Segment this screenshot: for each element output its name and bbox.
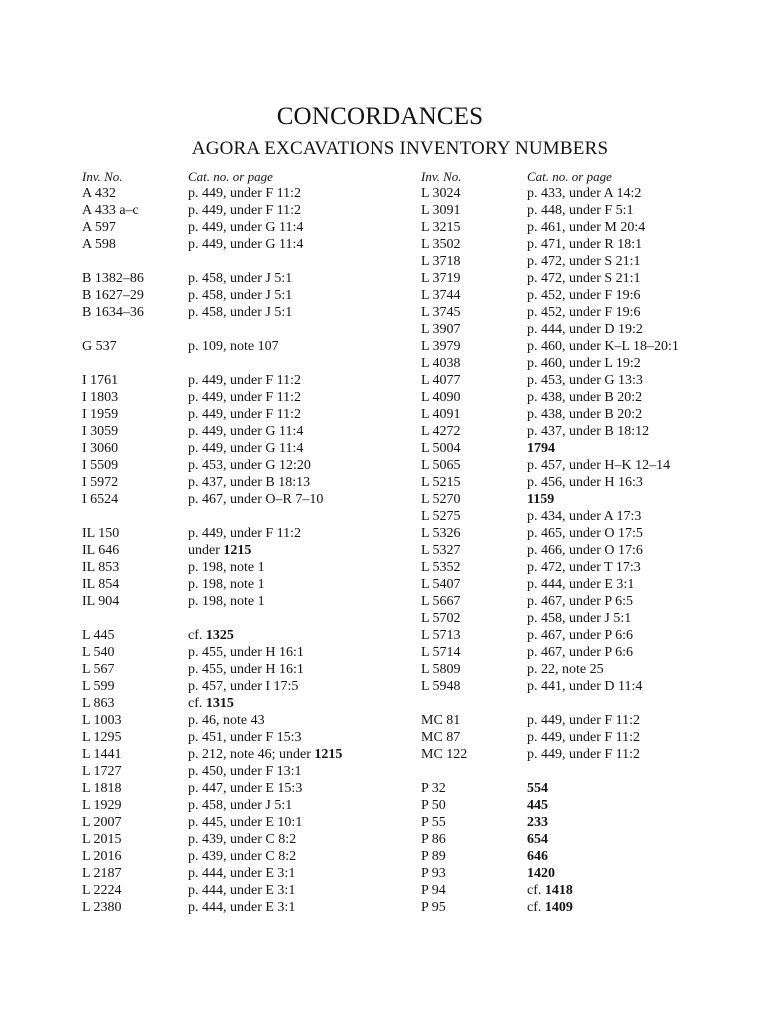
catalogue-reference (188, 542, 251, 559)
reference-text: p. 471, under R 18:1 (527, 237, 643, 252)
reference-text: p. 467, under P 6:6 (527, 628, 634, 643)
reference-text: p. 439, under C 8:2 (188, 832, 297, 847)
catalogue-reference (527, 236, 642, 253)
catalogue-reference (188, 389, 301, 406)
catalogue-reference (188, 593, 265, 610)
inventory-number: I 1761 (82, 373, 119, 388)
reference-text: p. 452, under F 19:6 (527, 305, 641, 320)
inventory-number: L 2007 (82, 815, 122, 830)
catalogue-reference (188, 661, 304, 678)
catalogue-reference (527, 253, 641, 270)
inventory-number: A 432 (82, 186, 116, 201)
catalogue-reference (527, 270, 641, 287)
inventory-number: IL 904 (82, 594, 120, 609)
cat-no-header: Cat. no. or page (527, 169, 612, 184)
catalogue-reference (527, 814, 548, 831)
inventory-number: P 32 (421, 781, 446, 796)
reference-text: p. 449, under G 11:4 (188, 441, 304, 456)
catalogue-number: 1215 (223, 543, 252, 558)
catalogue-number: 233 (527, 815, 548, 830)
catalogue-reference (188, 712, 265, 729)
reference-text: p. 449, under F 11:2 (188, 407, 302, 422)
inventory-number: L 5667 (421, 594, 461, 609)
reference-text: p. 461, under M 20:4 (527, 220, 646, 235)
reference-text: cf. (527, 900, 545, 915)
catalogue-number: 1794 (527, 441, 555, 456)
catalogue-reference (527, 831, 548, 848)
reference-text: p. 445, under E 10:1 (188, 815, 303, 830)
catalogue-reference (188, 780, 302, 797)
inventory-number: L 3979 (421, 339, 461, 354)
inventory-number: L 445 (82, 628, 115, 643)
inventory-number: L 3907 (421, 322, 461, 337)
catalogue-reference (188, 729, 302, 746)
catalogue-reference (527, 202, 634, 219)
reference-text: p. 472, under T 17:3 (527, 560, 641, 575)
inventory-number: G 537 (82, 339, 117, 354)
catalogue-reference (188, 372, 301, 389)
inventory-number: L 1295 (82, 730, 122, 745)
catalogue-reference (527, 644, 633, 661)
catalogue-reference (188, 559, 265, 576)
inventory-number: L 5352 (421, 560, 461, 575)
catalogue-reference (527, 185, 641, 202)
inventory-number: I 6524 (82, 492, 119, 507)
catalogue-reference (188, 899, 295, 916)
catalogue-reference (527, 542, 643, 559)
catalogue-reference (527, 525, 643, 542)
reference-text: p. 466, under O 17:6 (527, 543, 643, 558)
inventory-number: L 5275 (421, 509, 461, 524)
section-subtitle: AGORA EXCAVATIONS INVENTORY NUMBERS (191, 138, 609, 159)
inventory-number: L 5713 (421, 628, 461, 643)
reference-text: cf. (188, 696, 206, 711)
reference-text: p. 449, under F 11:2 (188, 373, 302, 388)
inv-no-header: Inv. No. (82, 169, 123, 184)
reference-text: under (188, 543, 224, 558)
catalogue-reference (527, 423, 649, 440)
inventory-number: L 863 (82, 696, 115, 711)
inventory-number: L 1003 (82, 713, 122, 728)
catalogue-reference (188, 831, 296, 848)
catalogue-reference (527, 678, 642, 695)
reference-text: p. 448, under F 5:1 (527, 203, 634, 218)
reference-text: p. 212, note 46; under (188, 747, 315, 762)
reference-text: p. 455, under H 16:1 (188, 662, 304, 677)
reference-text: p. 449, under F 11:2 (188, 526, 302, 541)
inventory-number: IL 150 (82, 526, 120, 541)
catalogue-reference (188, 882, 295, 899)
catalogue-reference (188, 797, 292, 814)
catalogue-reference (188, 491, 323, 508)
inv-no-header: Inv. No. (421, 169, 462, 184)
reference-text: p. 444, under E 3:1 (188, 883, 296, 898)
catalogue-reference (188, 185, 301, 202)
reference-text: p. 457, under H–K 12–14 (527, 458, 671, 473)
inventory-number: L 3718 (421, 254, 461, 269)
reference-text: p. 458, under J 5:1 (188, 305, 293, 320)
inventory-number: MC 81 (421, 713, 461, 728)
inventory-number: L 3745 (421, 305, 461, 320)
catalogue-reference (188, 287, 292, 304)
reference-text: p. 109, note 107 (188, 339, 279, 354)
catalogue-reference (188, 848, 296, 865)
inventory-number: P 50 (421, 798, 446, 813)
reference-text: p. 452, under F 19:6 (527, 288, 641, 303)
inventory-number: I 1959 (82, 407, 119, 422)
reference-text: p. 467, under P 6:5 (527, 594, 634, 609)
catalogue-reference (188, 270, 292, 287)
catalogue-reference (188, 236, 303, 253)
reference-text: p. 444, under E 3:1 (188, 900, 296, 915)
catalogue-reference (188, 457, 311, 474)
catalogue-reference (527, 729, 640, 746)
inventory-number: L 5004 (421, 441, 461, 456)
catalogue-reference (188, 627, 234, 644)
inventory-number: L 3744 (421, 288, 461, 303)
catalogue-reference (188, 304, 292, 321)
catalogue-number: 554 (527, 781, 548, 796)
catalogue-reference (527, 780, 548, 797)
inventory-number: A 597 (82, 220, 116, 235)
catalogue-number: 1315 (205, 696, 234, 711)
catalogue-reference (188, 865, 295, 882)
reference-text: p. 198, note 1 (188, 577, 265, 592)
reference-text: p. 449, under F 11:2 (527, 747, 641, 762)
reference-text: p. 449, under F 11:2 (188, 203, 302, 218)
inventory-number: L 3502 (421, 237, 461, 252)
catalogue-reference (527, 661, 604, 678)
inventory-number: IL 646 (82, 543, 120, 558)
inventory-number: L 2380 (82, 900, 122, 915)
reference-text: p. 449, under F 11:2 (527, 730, 641, 745)
reference-text: p. 198, note 1 (188, 594, 265, 609)
catalogue-reference (527, 882, 573, 899)
inventory-number: IL 854 (82, 577, 120, 592)
reference-text: p. 458, under J 5:1 (188, 288, 293, 303)
inventory-number: P 86 (421, 832, 446, 847)
inventory-number: L 5702 (421, 611, 461, 626)
inventory-number: IL 853 (82, 560, 120, 575)
reference-text: p. 449, under F 11:2 (188, 186, 302, 201)
inventory-number: L 1727 (82, 764, 122, 779)
inventory-number: I 5972 (82, 475, 119, 490)
catalogue-reference (188, 406, 301, 423)
catalogue-reference (188, 423, 303, 440)
catalogue-reference (188, 219, 303, 236)
inventory-number: L 4091 (421, 407, 461, 422)
catalogue-reference (188, 474, 310, 491)
reference-text: cf. (188, 628, 206, 643)
page-title: CONCORDANCES (276, 103, 484, 130)
inventory-number: MC 122 (421, 747, 468, 762)
catalogue-reference (188, 338, 279, 355)
inventory-number: I 1803 (82, 390, 119, 405)
catalogue-number: 646 (527, 849, 548, 864)
reference-text: p. 467, under O–R 7–10 (188, 492, 324, 507)
inventory-number: L 3719 (421, 271, 461, 286)
catalogue-reference (527, 219, 645, 236)
catalogue-reference (527, 491, 554, 508)
reference-text: p. 22, note 25 (527, 662, 604, 677)
catalogue-reference (527, 474, 643, 491)
reference-text: p. 46, note 43 (188, 713, 265, 728)
catalogue-number: 1215 (314, 747, 343, 762)
catalogue-number: 445 (527, 798, 548, 813)
reference-text: p. 437, under B 18:13 (188, 475, 311, 490)
inventory-number: L 4038 (421, 356, 461, 371)
reference-text: p. 472, under S 21:1 (527, 271, 641, 286)
inventory-number: P 93 (421, 866, 446, 881)
inventory-number: L 5809 (421, 662, 461, 677)
catalogue-reference (527, 406, 642, 423)
reference-text: p. 438, under B 20:2 (527, 407, 643, 422)
reference-text: p. 453, under G 12:20 (188, 458, 311, 473)
reference-text: p. 433, under A 14:2 (527, 186, 642, 201)
catalogue-reference (527, 746, 640, 763)
inventory-number: L 2016 (82, 849, 122, 864)
inventory-number: I 3060 (82, 441, 119, 456)
reference-text: p. 456, under H 16:3 (527, 475, 643, 490)
catalogue-reference (527, 899, 573, 916)
catalogue-reference (527, 593, 633, 610)
catalogue-reference (527, 304, 641, 321)
catalogue-reference (188, 678, 298, 695)
reference-text: p. 449, under G 11:4 (188, 424, 304, 439)
reference-text: p. 451, under F 15:3 (188, 730, 302, 745)
reference-text: p. 465, under O 17:5 (527, 526, 643, 541)
inventory-number: L 5407 (421, 577, 461, 592)
catalogue-number: 654 (527, 832, 548, 847)
catalogue-reference (188, 440, 303, 457)
catalogue-reference (527, 338, 679, 355)
catalogue-reference (527, 457, 670, 474)
inventory-number: P 55 (421, 815, 446, 830)
catalogue-reference (188, 763, 302, 780)
reference-text: p. 449, under F 11:2 (527, 713, 641, 728)
reference-text: p. 460, under L 19:2 (527, 356, 641, 371)
catalogue-reference (188, 695, 234, 712)
inventory-number: B 1634–36 (82, 305, 144, 320)
inventory-number: B 1382–86 (82, 271, 144, 286)
inventory-number: A 433 a–c (82, 203, 139, 218)
catalogue-reference (527, 797, 548, 814)
inventory-number: L 2224 (82, 883, 122, 898)
reference-text: p. 439, under C 8:2 (188, 849, 297, 864)
inventory-number: L 4077 (421, 373, 461, 388)
inventory-number: L 3091 (421, 203, 461, 218)
catalogue-reference (527, 848, 548, 865)
inventory-number: L 5326 (421, 526, 461, 541)
inventory-number: L 540 (82, 645, 115, 660)
inventory-number: L 2015 (82, 832, 122, 847)
inventory-number: L 5270 (421, 492, 461, 507)
catalogue-reference (527, 610, 631, 627)
catalogue-reference (527, 508, 641, 525)
catalogue-number: 1418 (544, 883, 573, 898)
reference-text: p. 449, under G 11:4 (188, 237, 304, 252)
inventory-number: L 2187 (82, 866, 122, 881)
catalogue-number: 1420 (527, 866, 555, 881)
catalogue-reference (527, 576, 634, 593)
reference-text: p. 472, under S 21:1 (527, 254, 641, 269)
catalogue-reference (188, 644, 304, 661)
inventory-number: L 5714 (421, 645, 461, 660)
reference-text: p. 198, note 1 (188, 560, 265, 575)
inventory-number: L 5065 (421, 458, 461, 473)
reference-text: p. 450, under F 13:1 (188, 764, 302, 779)
catalogue-reference (527, 287, 641, 304)
catalogue-reference (527, 865, 555, 882)
inventory-number: I 5509 (82, 458, 119, 473)
inventory-number: P 94 (421, 883, 446, 898)
reference-text: p. 434, under A 17:3 (527, 509, 642, 524)
inventory-number: P 89 (421, 849, 446, 864)
reference-text: p. 458, under J 5:1 (188, 271, 293, 286)
catalogue-reference (527, 559, 641, 576)
inventory-number: L 5215 (421, 475, 461, 490)
inventory-number: L 1818 (82, 781, 122, 796)
inventory-number: L 3215 (421, 220, 461, 235)
reference-text: cf. (527, 883, 545, 898)
inventory-number: I 3059 (82, 424, 119, 439)
reference-text: p. 449, under F 11:2 (188, 390, 302, 405)
catalogue-reference (527, 712, 640, 729)
inventory-number: L 4272 (421, 424, 461, 439)
catalogue-reference (188, 746, 342, 763)
reference-text: p. 467, under P 6:6 (527, 645, 634, 660)
reference-text: p. 438, under B 20:2 (527, 390, 643, 405)
inventory-number: L 3024 (421, 186, 461, 201)
reference-text: p. 458, under J 5:1 (188, 798, 293, 813)
inventory-number: L 567 (82, 662, 115, 677)
inventory-number: L 5327 (421, 543, 461, 558)
reference-text: p. 449, under G 11:4 (188, 220, 304, 235)
reference-text: p. 441, under D 11:4 (527, 679, 643, 694)
reference-text: p. 437, under B 18:12 (527, 424, 650, 439)
reference-text: p. 444, under E 3:1 (527, 577, 635, 592)
inventory-number: L 599 (82, 679, 115, 694)
catalogue-number: 1159 (527, 492, 555, 507)
inventory-number: L 4090 (421, 390, 461, 405)
inventory-number: L 1929 (82, 798, 122, 813)
inventory-number: P 95 (421, 900, 446, 915)
reference-text: p. 444, under E 3:1 (188, 866, 296, 881)
catalogue-reference (527, 627, 633, 644)
reference-text: p. 457, under I 17:5 (188, 679, 299, 694)
reference-text: p. 458, under J 5:1 (527, 611, 632, 626)
inventory-number: B 1627–29 (82, 288, 144, 303)
catalogue-reference (527, 389, 642, 406)
catalogue-reference (527, 355, 641, 372)
reference-text: p. 444, under D 19:2 (527, 322, 643, 337)
catalogue-reference (527, 372, 643, 389)
catalogue-reference (188, 576, 265, 593)
catalogue-number: 1325 (205, 628, 234, 643)
inventory-number: L 5948 (421, 679, 461, 694)
reference-text: p. 453, under G 13:3 (527, 373, 643, 388)
inventory-number: A 598 (82, 237, 116, 252)
inventory-number: L 1441 (82, 747, 122, 762)
reference-text: p. 455, under H 16:1 (188, 645, 304, 660)
catalogue-number: 1409 (544, 900, 573, 915)
catalogue-reference (527, 321, 643, 338)
catalogue-reference (188, 202, 301, 219)
reference-text: p. 447, under E 15:3 (188, 781, 303, 796)
catalogue-reference (188, 525, 301, 542)
reference-text: p. 460, under K–L 18–20:1 (527, 339, 679, 354)
catalogue-reference (188, 814, 302, 831)
inventory-number: MC 87 (421, 730, 461, 745)
cat-no-header: Cat. no. or page (188, 169, 273, 184)
catalogue-reference (527, 440, 555, 457)
